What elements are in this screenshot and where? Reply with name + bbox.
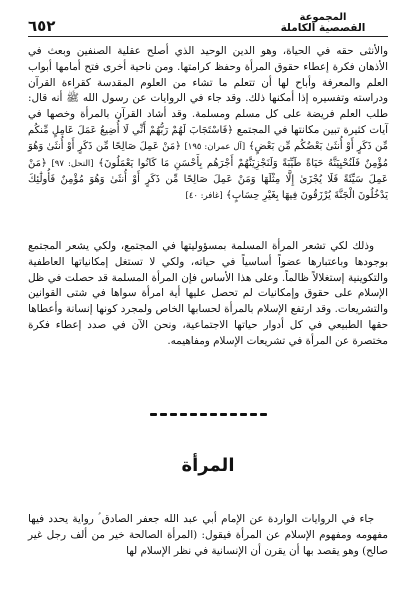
citation-3: [غافر: ٤٠] bbox=[185, 191, 223, 202]
divider-dash bbox=[250, 413, 257, 416]
divider-dash bbox=[190, 413, 197, 416]
running-title bbox=[258, 12, 388, 34]
divider-dash bbox=[230, 413, 237, 416]
divider-dash bbox=[160, 413, 167, 416]
paragraph-1-text: والأنثى حقه في الحياة، وهو الدين الوحيد الذي أصلح عقلية الصنفين وبعث في الأذهان فكرة إعطاء حقوق المرأة وحفظ كرامتها. ومن ناحية أخرى فتح أمامها أبواب العلم والمعرفة وأباح لها أن تتعلم ما تشاء من العلوم المقدسة كقراءة القرآن ودراسته وتفسيره إذا أمكنها ذلك. وقد جاء في الروايات عن رسول الله ﷺ أنه قال: طلب العلم فريضة على كل مسلم ومسلمة. وقد أشاد القرآن بالمرأة وخصها في آيات كثيرة تبين مكانتها في المجتمع bbox=[28, 45, 388, 136]
divider-dash bbox=[170, 413, 177, 416]
divider-dash bbox=[240, 413, 247, 416]
section-paragraph: جاء في الروايات الواردة عن الإمام أبي عبد الله جعفر الصادق ؑ رواية يحدد فيها مفهومه ومفهوم الإسلام عن المرأة فيقول: (المرأة الصالحة خير من ألف رجل غير صالح) وهو يقصد بها أن يقرن أن الإنسانية في نظر الإسلام لها bbox=[28, 513, 388, 557]
divider-dash bbox=[210, 413, 217, 416]
quran-verse-3: ﴿مَنْ عَمِلَ سَيِّئَةً فَلَا يُجْزَىٰ إِلَّا مِثْلَهَا وَمَنْ عَمِلَ صَالِحًا مِّن ذَكَرٍ أَوْ أُنثَىٰ وَهُوَ مُؤْمِنٌ فَأُولَٰئِكَ يَدْخُلُونَ الْجَنَّةَ يُرْزَقُونَ فِيهَا بِغَيْرِ حِسَابٍ﴾ bbox=[28, 157, 388, 202]
divider-dash bbox=[150, 413, 157, 416]
main-text bbox=[28, 44, 388, 350]
divider-dash bbox=[180, 413, 187, 416]
divider-dash bbox=[260, 413, 267, 416]
citation-1: [آل عمران: ١٩٥] bbox=[184, 141, 246, 152]
ornamental-divider bbox=[0, 401, 416, 420]
paragraph-1 bbox=[28, 44, 388, 205]
divider-dash bbox=[220, 413, 227, 416]
header-divider bbox=[28, 36, 388, 37]
running-title-line2: القصصية الكاملة bbox=[280, 22, 366, 34]
quran-verse-2: ﴿مَنْ عَمِلَ صَالِحًا مِّن ذَكَرٍ أَوْ أُنثَىٰ وَهُوَ مُؤْمِنٌ فَلَنُحْيِيَنَّهُ حَيَاةً طَيِّبَةً وَلَنَجْزِيَنَّهُمْ أَجْرَهُم بِأَحْسَنِ مَا كَانُوا يَعْمَلُونَ﴾ bbox=[28, 140, 388, 169]
running-title-line1: المجموعة bbox=[299, 12, 347, 23]
section-title: المرأة bbox=[181, 455, 235, 476]
page-number: ٦٥٢ bbox=[28, 17, 56, 35]
citation-2: [النحل: ٩٧] bbox=[51, 158, 94, 169]
quran-verse-1: ﴿فَاسْتَجَابَ لَهُمْ رَبُّهُمْ أَنِّي لَا أُضِيعُ عَمَلَ عَامِلٍ مِّنكُم مِّن ذَكَرٍ أَوْ أُنثَىٰ بَعْضُكُم مِّن بَعْضٍ﴾ bbox=[28, 124, 388, 152]
divider-dash bbox=[200, 413, 207, 416]
paragraph-2: وذلك لكي تشعر المرأة المسلمة بمسؤوليتها في المجتمع، ولكي يشعر المجتمع بوجودها وباعتبارها عضواً أساسياً في حياته، ولكي لا تستغل إمكانياتها العاطفية والتكوينية إستغلالاً ظالماً. وعلى هذا الأساس فإن المرأة المسلمة قد حصلت في ظل الإسلام على حقوق وإمكانيات لم تحصل عليها أية امرأة سواها في شتى القوانين والتشريعات. وقد ارتفع الإسلام بالمرأة لحسابها الخاص ولمجرد كونها إنسانة وأعطاها حقها الطبيعي في كل أدوار حياتها الاجتماعية، ونحن الآن في صدد إعطاء فكرة مختصرة عن المرأة في تشريعات الإسلام ومفاهيمه. bbox=[28, 239, 388, 347]
